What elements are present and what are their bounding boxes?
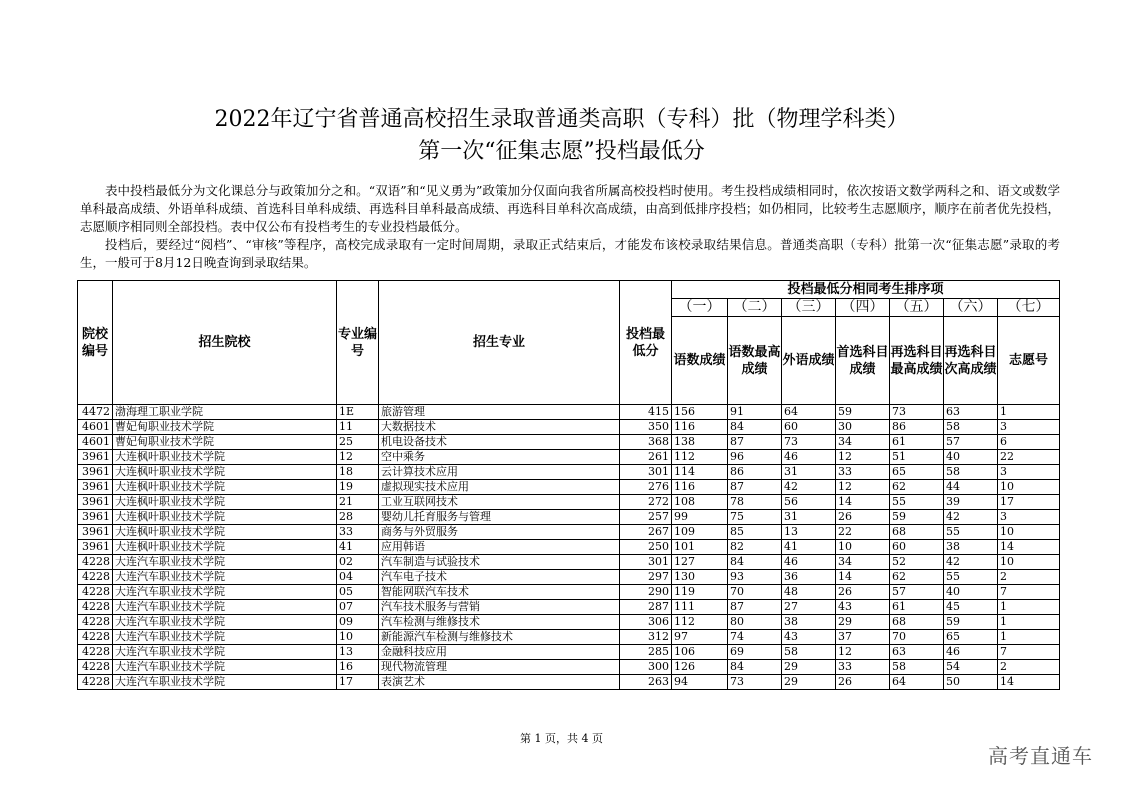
cell-tie-1: 111 [672,600,728,615]
cell-tie-5: 70 [890,630,944,645]
cell-major-name: 婴幼儿托育服务与管理 [379,510,620,525]
table-row [78,555,1060,570]
cell-school-name: 大连枫叶职业技术学院 [113,540,337,555]
cell-tie-7: 2 [998,570,1060,585]
cell-major-code: 25 [337,435,379,450]
cell-tie-7: 1 [998,615,1060,630]
cell-tie-6: 63 [944,405,998,420]
cell-tie-4: 29 [836,615,890,630]
cell-major-name: 虚拟现实技术应用 [379,480,620,495]
table-row [78,600,1060,615]
cell-tie-6: 54 [944,660,998,675]
cell-tie-5: 58 [890,660,944,675]
document-title-line1: 2022年辽宁省普通高校招生录取普通类高职（专科）批（物理学科类） [214,107,909,132]
cell-tie-6: 59 [944,615,998,630]
cell-tie-7: 7 [998,645,1060,660]
cell-tie-7: 3 [998,510,1060,525]
cell-tie-5: 73 [890,405,944,420]
cell-tie-3: 27 [782,600,836,615]
cell-tie-5: 65 [890,465,944,480]
cell-tie-5: 62 [890,570,944,585]
header-tie-item: 语数最高成绩 [728,317,782,405]
cell-major-code: 17 [337,675,379,690]
cell-major-code: 10 [337,630,379,645]
header-tie-number: （二） [728,299,782,317]
cell-tie-4: 43 [836,600,890,615]
cell-tie-4: 26 [836,675,890,690]
cell-min-score: 267 [620,525,672,540]
cell-tie-1: 94 [672,675,728,690]
cell-major-code: 13 [337,645,379,660]
table-row [78,675,1060,690]
header-min-score: 投档最低分 [620,281,672,405]
cell-tie-2: 87 [728,600,782,615]
cell-tie-3: 48 [782,585,836,600]
cell-major-name: 空中乘务 [379,450,620,465]
document-title-line2: 第一次“征集志愿”投档最低分 [418,139,705,164]
header-tie-item: 外语成绩 [782,317,836,405]
cell-min-score: 261 [620,450,672,465]
cell-tie-3: 29 [782,675,836,690]
cell-tie-7: 14 [998,540,1060,555]
cell-tie-1: 138 [672,435,728,450]
cell-tie-4: 22 [836,525,890,540]
cell-major-name: 金融科技应用 [379,645,620,660]
cell-school-name: 大连汽车职业技术学院 [113,555,337,570]
cell-tie-3: 58 [782,645,836,660]
cell-tie-7: 17 [998,495,1060,510]
cell-min-score: 350 [620,420,672,435]
cell-tie-5: 52 [890,555,944,570]
cell-tie-6: 39 [944,495,998,510]
table-row [78,465,1060,480]
table-row [78,660,1060,675]
header-tie-number: （五） [890,299,944,317]
cell-tie-7: 10 [998,525,1060,540]
cell-tie-1: 127 [672,555,728,570]
cell-school-code: 3961 [78,480,113,495]
table-row [78,570,1060,585]
cell-major-code: 11 [337,420,379,435]
cell-tie-4: 12 [836,480,890,495]
cell-school-name: 大连汽车职业技术学院 [113,570,337,585]
cell-school-code: 3961 [78,465,113,480]
header-tie-item: 再选科目次高成绩 [944,317,998,405]
cell-tie-1: 106 [672,645,728,660]
header-tie-item: 首选科目成绩 [836,317,890,405]
cell-school-name: 大连汽车职业技术学院 [113,675,337,690]
cell-tie-4: 12 [836,450,890,465]
cell-tie-4: 37 [836,630,890,645]
cell-school-name: 大连枫叶职业技术学院 [113,495,337,510]
cell-tie-4: 10 [836,540,890,555]
cell-school-code: 3961 [78,510,113,525]
cell-tie-1: 112 [672,615,728,630]
cell-school-code: 4228 [78,630,113,645]
cell-major-name: 商务与外贸服务 [379,525,620,540]
cell-major-name: 机电设备技术 [379,435,620,450]
cell-tie-6: 42 [944,555,998,570]
cell-tie-2: 82 [728,540,782,555]
table-row [78,525,1060,540]
cell-tie-2: 69 [728,645,782,660]
cell-tie-6: 40 [944,450,998,465]
table-row [78,420,1060,435]
cell-school-name: 渤海理工职业学院 [113,405,337,420]
cell-tie-6: 45 [944,600,998,615]
cell-tie-1: 119 [672,585,728,600]
cell-tie-2: 96 [728,450,782,465]
cell-major-code: 02 [337,555,379,570]
cell-major-name: 智能网联汽车技术 [379,585,620,600]
cell-tie-4: 26 [836,510,890,525]
cell-school-code: 3961 [78,495,113,510]
cell-tie-2: 80 [728,615,782,630]
cell-tie-2: 74 [728,630,782,645]
cell-tie-5: 59 [890,510,944,525]
cell-tie-2: 93 [728,570,782,585]
cell-min-score: 272 [620,495,672,510]
cell-min-score: 306 [620,615,672,630]
cell-school-code: 4228 [78,600,113,615]
cell-tie-1: 116 [672,420,728,435]
table-row [78,495,1060,510]
cell-major-code: 07 [337,600,379,615]
cell-major-name: 应用韩语 [379,540,620,555]
cell-tie-6: 55 [944,570,998,585]
cell-major-name: 汽车制造与试验技术 [379,555,620,570]
score-table [77,280,1060,690]
cell-school-name: 大连枫叶职业技术学院 [113,510,337,525]
cell-tie-3: 46 [782,450,836,465]
cell-tie-1: 112 [672,450,728,465]
cell-tie-5: 61 [890,435,944,450]
cell-major-code: 05 [337,585,379,600]
cell-min-score: 276 [620,480,672,495]
cell-tie-2: 78 [728,495,782,510]
cell-tie-5: 51 [890,450,944,465]
cell-tie-3: 41 [782,540,836,555]
cell-tie-4: 33 [836,465,890,480]
cell-tie-4: 33 [836,660,890,675]
cell-min-score: 300 [620,660,672,675]
cell-tie-7: 1 [998,600,1060,615]
cell-tie-6: 65 [944,630,998,645]
cell-tie-7: 14 [998,675,1060,690]
cell-tie-5: 64 [890,675,944,690]
cell-major-name: 云计算技术应用 [379,465,620,480]
cell-min-score: 301 [620,555,672,570]
cell-school-name: 大连枫叶职业技术学院 [113,525,337,540]
cell-tie-2: 91 [728,405,782,420]
header-school-name: 招生院校 [113,281,337,405]
table-row [78,630,1060,645]
cell-tie-6: 57 [944,435,998,450]
cell-tie-6: 42 [944,510,998,525]
cell-major-name: 工业互联网技术 [379,495,620,510]
table-row [78,405,1060,420]
cell-tie-6: 44 [944,480,998,495]
cell-tie-4: 34 [836,435,890,450]
cell-school-name: 大连枫叶职业技术学院 [113,465,337,480]
cell-tie-6: 46 [944,645,998,660]
cell-tie-7: 7 [998,585,1060,600]
cell-tie-6: 50 [944,675,998,690]
cell-school-code: 4228 [78,555,113,570]
cell-tie-2: 84 [728,555,782,570]
cell-tie-3: 31 [782,510,836,525]
cell-tie-1: 97 [672,630,728,645]
cell-school-name: 大连汽车职业技术学院 [113,585,337,600]
cell-tie-4: 14 [836,570,890,585]
cell-tie-7: 2 [998,660,1060,675]
cell-tie-4: 30 [836,420,890,435]
cell-min-score: 297 [620,570,672,585]
cell-school-name: 大连汽车职业技术学院 [113,660,337,675]
cell-major-code: 12 [337,450,379,465]
cell-tie-6: 38 [944,540,998,555]
cell-school-name: 大连枫叶职业技术学院 [113,450,337,465]
header-tie-number: （六） [944,299,998,317]
intro-text [80,182,1060,272]
cell-major-name: 现代物流管理 [379,660,620,675]
cell-major-code: 09 [337,615,379,630]
cell-min-score: 368 [620,435,672,450]
cell-min-score: 415 [620,405,672,420]
cell-school-code: 4601 [78,435,113,450]
cell-major-code: 19 [337,480,379,495]
cell-major-code: 21 [337,495,379,510]
cell-min-score: 250 [620,540,672,555]
cell-tie-2: 70 [728,585,782,600]
cell-tie-7: 10 [998,555,1060,570]
cell-tie-3: 56 [782,495,836,510]
header-tie-group: 投档最低分相同考生排序项 [672,281,1060,299]
cell-tie-3: 43 [782,630,836,645]
cell-min-score: 312 [620,630,672,645]
cell-major-name: 新能源汽车检测与维修技术 [379,630,620,645]
header-tie-number: （七） [998,299,1060,317]
cell-min-score: 287 [620,600,672,615]
cell-school-code: 4472 [78,405,113,420]
table-row [78,645,1060,660]
cell-school-name: 大连汽车职业技术学院 [113,630,337,645]
cell-min-score: 263 [620,675,672,690]
cell-school-code: 4228 [78,615,113,630]
table-row [78,510,1060,525]
cell-school-name: 大连枫叶职业技术学院 [113,480,337,495]
watermark-text: 高考直通车 [988,744,1093,768]
cell-major-name: 汽车电子技术 [379,570,620,585]
header-tie-number: （三） [782,299,836,317]
cell-school-code: 4228 [78,645,113,660]
cell-min-score: 285 [620,645,672,660]
cell-tie-7: 1 [998,405,1060,420]
cell-major-code: 33 [337,525,379,540]
cell-school-code: 4228 [78,675,113,690]
cell-major-code: 28 [337,510,379,525]
cell-tie-3: 73 [782,435,836,450]
intro-paragraph: 投档后，要经过“阅档”、“审核”等程序，高校完成录取有一定时间周期，录取正式结束后，才能发布该校录取结果信息。普通类高职（专科）批第一次“征集志愿”录取的考生，一般可于8月12日晚查询到录取结果。 [80,237,1060,270]
cell-tie-4: 26 [836,585,890,600]
cell-major-code: 04 [337,570,379,585]
cell-tie-1: 116 [672,480,728,495]
cell-tie-7: 10 [998,480,1060,495]
cell-school-name: 大连汽车职业技术学院 [113,645,337,660]
cell-tie-5: 63 [890,645,944,660]
cell-tie-5: 68 [890,525,944,540]
cell-major-name: 汽车检测与维修技术 [379,615,620,630]
cell-school-code: 3961 [78,540,113,555]
cell-tie-4: 14 [836,495,890,510]
cell-major-code: 41 [337,540,379,555]
cell-tie-2: 84 [728,660,782,675]
header-tie-item: 再选科目最高成绩 [890,317,944,405]
cell-tie-2: 75 [728,510,782,525]
cell-major-name: 大数据技术 [379,420,620,435]
cell-tie-5: 57 [890,585,944,600]
header-tie-item: 语数成绩 [672,317,728,405]
cell-tie-7: 1 [998,630,1060,645]
cell-tie-1: 126 [672,660,728,675]
cell-tie-6: 55 [944,525,998,540]
header-major-code: 专业编号 [337,281,379,405]
header-school-code: 院校编号 [78,281,113,405]
cell-tie-3: 60 [782,420,836,435]
cell-min-score: 301 [620,465,672,480]
cell-tie-2: 87 [728,435,782,450]
cell-tie-4: 12 [836,645,890,660]
table-row [78,540,1060,555]
cell-major-code: 18 [337,465,379,480]
cell-tie-2: 87 [728,480,782,495]
cell-tie-2: 73 [728,675,782,690]
table-row [78,450,1060,465]
cell-tie-1: 156 [672,405,728,420]
cell-tie-3: 29 [782,660,836,675]
cell-tie-3: 13 [782,525,836,540]
cell-tie-6: 40 [944,585,998,600]
cell-tie-7: 3 [998,465,1060,480]
table-row [78,480,1060,495]
cell-tie-4: 59 [836,405,890,420]
header-tie-item: 志愿号 [998,317,1060,405]
cell-school-code: 4228 [78,570,113,585]
cell-major-name: 旅游管理 [379,405,620,420]
cell-school-name: 曹妃甸职业技术学院 [113,420,337,435]
intro-paragraph: 表中投档最低分为文化课总分与政策加分之和。“双语”和“见义勇为”政策加分仅面向我省所属高校投档时使用。考生投档成绩相同时，依次按语文数学两科之和、语文或数学单科最高成绩、外语单科成绩、首选科目单科成绩、再选科目单科最高成绩、再选科目单科次高成绩，由高到低排序投档；如仍相同，比较考生志愿顺序，顺序在前者优先投档，志愿顺序相同则全部投档。表中仅公布有投档考生的专业投档最低分。 [80,183,1060,234]
table-row [78,585,1060,600]
cell-tie-1: 109 [672,525,728,540]
header-tie-number: （四） [836,299,890,317]
cell-tie-3: 42 [782,480,836,495]
cell-tie-3: 64 [782,405,836,420]
cell-tie-5: 55 [890,495,944,510]
cell-tie-1: 101 [672,540,728,555]
cell-school-name: 大连汽车职业技术学院 [113,600,337,615]
cell-school-code: 4228 [78,585,113,600]
cell-major-code: 16 [337,660,379,675]
cell-tie-1: 99 [672,510,728,525]
cell-tie-5: 68 [890,615,944,630]
cell-tie-7: 22 [998,450,1060,465]
cell-tie-5: 61 [890,600,944,615]
cell-tie-6: 58 [944,420,998,435]
cell-tie-7: 6 [998,435,1060,450]
cell-tie-5: 60 [890,540,944,555]
cell-school-code: 4601 [78,420,113,435]
cell-tie-3: 31 [782,465,836,480]
cell-major-name: 汽车技术服务与营销 [379,600,620,615]
cell-tie-2: 85 [728,525,782,540]
cell-tie-2: 84 [728,420,782,435]
cell-tie-6: 58 [944,465,998,480]
header-tie-number: （一） [672,299,728,317]
cell-school-code: 4228 [78,660,113,675]
cell-min-score: 257 [620,510,672,525]
cell-tie-3: 46 [782,555,836,570]
table-row [78,435,1060,450]
cell-tie-1: 114 [672,465,728,480]
table-row [78,615,1060,630]
page-footer: 第 1 页，共 4 页 [520,732,603,745]
cell-tie-2: 86 [728,465,782,480]
cell-tie-1: 108 [672,495,728,510]
cell-tie-4: 34 [836,555,890,570]
cell-tie-5: 86 [890,420,944,435]
cell-tie-1: 130 [672,570,728,585]
cell-school-code: 3961 [78,450,113,465]
cell-major-name: 表演艺术 [379,675,620,690]
cell-min-score: 290 [620,585,672,600]
cell-tie-5: 62 [890,480,944,495]
cell-school-name: 曹妃甸职业技术学院 [113,435,337,450]
cell-tie-3: 38 [782,615,836,630]
cell-school-name: 大连汽车职业技术学院 [113,615,337,630]
cell-tie-7: 3 [998,420,1060,435]
cell-school-code: 3961 [78,525,113,540]
cell-major-code: 1E [337,405,379,420]
cell-tie-3: 36 [782,570,836,585]
header-major-name: 招生专业 [379,281,620,405]
